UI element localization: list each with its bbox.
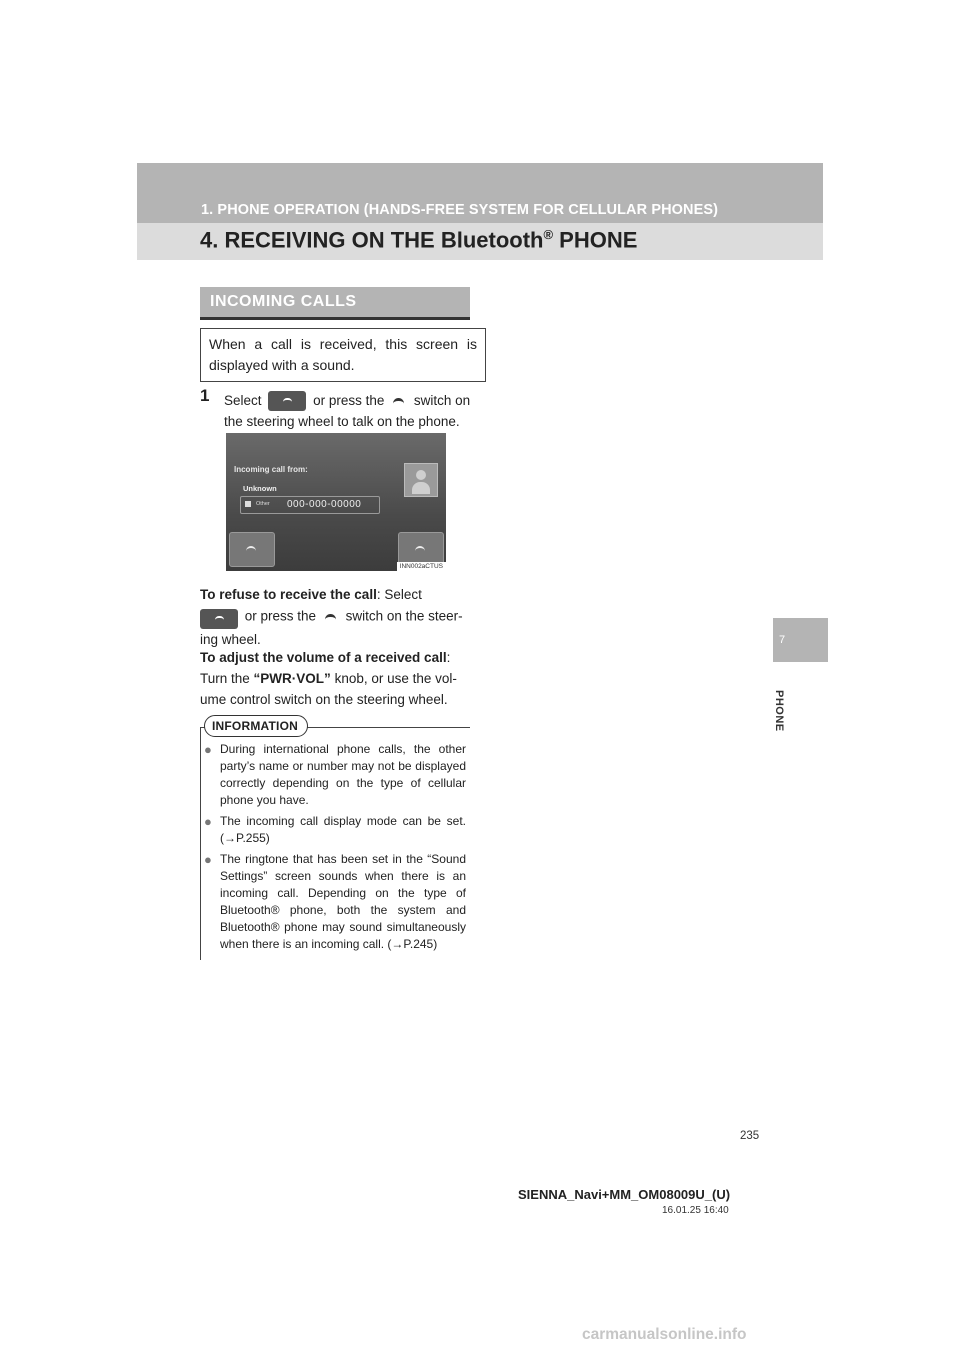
volume-bold: To adjust the volume of a received call [200, 650, 447, 665]
volume-text-b: knob, or use the vol-ume control switch on the steering wheel. [200, 671, 457, 707]
footer-doc-id: SIENNA_Navi+MM_OM08009U_(U) [518, 1187, 731, 1202]
refuse-instruction [200, 584, 472, 650]
answer-button-icon [268, 391, 306, 411]
contact-avatar-icon [404, 463, 438, 497]
info-bullet [204, 741, 466, 809]
section-heading-text: INCOMING CALLS [210, 293, 357, 310]
title-prefix: 4. RECEIVING ON THE Bluetooth [200, 227, 544, 253]
chapter-tab-label-text: PHONE [773, 690, 785, 732]
chapter-tab [773, 618, 828, 662]
chapter-header [137, 163, 823, 223]
volume-text-a: : Turn the [200, 650, 451, 686]
step-text-b: or press the [313, 393, 385, 408]
info-bullet [204, 813, 466, 847]
info-bullet-text: The ringtone that has been set in the “Sound Settings” screen sounds when there is an incoming call. Depending on the type of Bluetooth® phone, both the system and Bluetooth® phone may sound simultaneously when there is an incoming call. (→P.245) [220, 852, 466, 951]
incoming-label: Incoming call from: [234, 465, 308, 474]
step-number: 1 [200, 386, 210, 405]
refuse-bold: To refuse to receive the call [200, 587, 377, 602]
caller-number: 000-000-00000 [287, 499, 362, 510]
footer-timestamp: 16.01.25 16:40 [662, 1205, 729, 1216]
bullet-icon: ● [204, 852, 212, 867]
intro-text: When a call is received, this screen is displayed with a sound. [209, 336, 477, 373]
section-title-bar [137, 223, 823, 260]
volume-knob-name: “PWR·VOL” [253, 671, 331, 686]
intro-box [200, 328, 486, 382]
step-text [224, 390, 472, 432]
page-number: 235 [740, 1130, 760, 1142]
incoming-call-screen [226, 433, 446, 571]
info-bullet-text: During international phone calls, the other party’s name or number may not be displayed correctly depending on the type of cellular phone you have. [220, 742, 466, 807]
answer-call-button[interactable] [229, 532, 275, 567]
information-badge [204, 715, 308, 737]
caller-name: Unknown [243, 484, 277, 493]
page-title [200, 227, 637, 253]
watermark: carmanualsonline.info [582, 1326, 747, 1343]
chapter-tab-number: 7 [779, 634, 786, 646]
step-text-a: Select [224, 393, 262, 408]
bullet-icon: ● [204, 742, 212, 757]
phone-switch-icon [323, 612, 339, 622]
chapter-tab-label [770, 690, 790, 744]
info-bullet [204, 851, 466, 953]
reject-button-icon [200, 609, 238, 629]
volume-instruction [200, 647, 472, 710]
refuse-text-a: : Select [376, 587, 422, 602]
image-caption: INN002aCTUS [397, 562, 446, 571]
title-suffix: PHONE [553, 227, 638, 253]
refuse-text-c: switch on the steer-ing wheel. [200, 608, 463, 647]
refuse-text-b: or press the [244, 608, 317, 624]
step-text-c: switch on the steering wheel to talk on the phone. [224, 393, 471, 430]
info-bullet-text: The incoming call display mode can be set. (→P.255) [220, 814, 466, 845]
section-heading [200, 287, 470, 320]
information-badge-text: INFORMATION [212, 719, 298, 733]
bullet-icon: ● [204, 814, 212, 829]
title-registered: ® [543, 227, 554, 242]
phone-type-icon [245, 501, 251, 507]
phone-type-label: Other [256, 501, 270, 507]
caller-number-row [240, 496, 380, 514]
phone-switch-icon [391, 396, 407, 406]
chapter-title: 1. PHONE OPERATION (HANDS-FREE SYSTEM FOR CELLULAR PHONES) [201, 202, 719, 218]
